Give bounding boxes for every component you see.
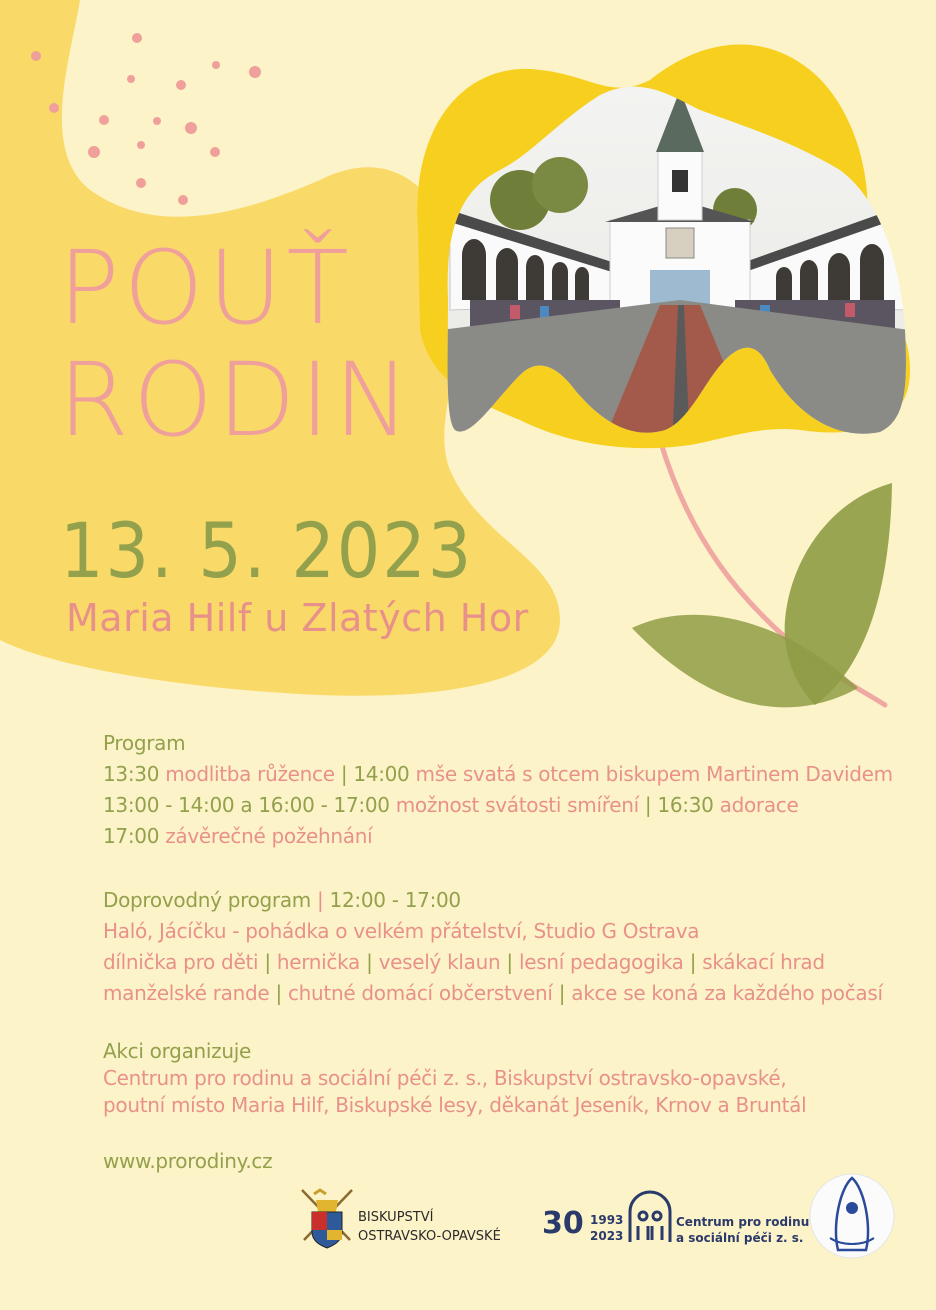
center-line-1: Centrum pro rodinu	[676, 1215, 810, 1229]
organizers-line-2: poutní místo Maria Hilf, Biskupské lesy, děkanát Jeseník, Krnov a Bruntál	[103, 1093, 807, 1117]
accompanying-heading: Doprovodný program	[103, 888, 311, 912]
activity-item: akce se koná za každého počasí	[571, 981, 883, 1005]
program-item: modlitba růžence	[165, 762, 335, 786]
accompanying-line-3	[103, 978, 883, 1009]
accompanying-line-1: Haló, Jácíčku - pohádka o velkém přátelství, Studio G Ostrava	[103, 919, 700, 943]
separator: |	[275, 981, 282, 1005]
event-title	[58, 229, 415, 460]
program-section	[103, 728, 893, 852]
activity-item: chutné domácí občerstvení	[287, 981, 553, 1005]
program-time: 17:00	[103, 824, 160, 848]
separator: |	[264, 950, 271, 974]
activity-item: manželské rande	[103, 981, 270, 1005]
bishopric-line-1: BISKUPSTVÍ	[358, 1210, 434, 1225]
activity-item: hernička	[276, 950, 361, 974]
anniversary-years	[590, 1212, 623, 1244]
accompanying-line-2	[103, 947, 883, 978]
separator: |	[644, 793, 652, 817]
event-date: 13. 5. 2023	[60, 506, 474, 595]
organizers-section	[103, 1038, 806, 1119]
program-item: adorace	[719, 793, 799, 817]
maria-seal	[810, 1174, 894, 1258]
bishopric-line-2: OSTRAVSKO-OPAVSKÉ	[358, 1229, 501, 1244]
event-place: Maria Hilf u Zlatých Hor	[66, 596, 529, 640]
accompanying-heading-row	[103, 885, 883, 916]
bishopric-name	[358, 1208, 501, 1246]
program-time: 16:30	[657, 793, 714, 817]
accompanying-section	[103, 885, 883, 1009]
bishopric-crest	[302, 1190, 352, 1248]
organizers-heading: Akci organizuje	[103, 1039, 252, 1063]
separator: |	[506, 950, 513, 974]
accompanying-time: 12:00 - 17:00	[329, 888, 461, 912]
year-to: 2023	[590, 1229, 624, 1243]
program-row-3	[103, 821, 893, 852]
program-item: mše svatá s otcem biskupem Martinem Davidem	[415, 762, 893, 786]
program-heading: Program	[103, 731, 186, 755]
program-row-1	[103, 759, 893, 790]
program-item: možnost svátosti smíření	[395, 793, 639, 817]
separator: |	[366, 950, 373, 974]
program-row-2	[103, 790, 893, 821]
program-time: 13:00 - 14:00 a 16:00 - 17:00	[103, 793, 390, 817]
separator: |	[317, 888, 324, 912]
title-line-2: RODIN	[58, 341, 415, 460]
center-logo-icon	[630, 1192, 670, 1242]
center-line-2: a sociální péči z. s.	[676, 1231, 804, 1245]
center-name	[676, 1214, 809, 1246]
separator: |	[558, 981, 566, 1005]
anniversary-number: 30	[542, 1206, 584, 1241]
separator: |	[689, 950, 697, 974]
separator: |	[340, 762, 348, 786]
program-time: 13:30	[103, 762, 160, 786]
program-time: 14:00	[353, 762, 410, 786]
activity-item: skákací hrad	[702, 950, 825, 974]
program-item: závěrečné požehnání	[165, 824, 373, 848]
title-line-1: POUŤ	[58, 229, 353, 348]
activity-item: lesní pedagogika	[518, 950, 684, 974]
organizers-line-1: Centrum pro rodinu a sociální péči z. s., Biskupství ostravsko-opavské,	[103, 1066, 787, 1090]
year-from: 1993	[590, 1213, 624, 1227]
website-link[interactable]: www.prorodiny.cz	[103, 1149, 273, 1173]
activity-item: dílnička pro děti	[103, 950, 259, 974]
activity-item: veselý klaun	[378, 950, 501, 974]
